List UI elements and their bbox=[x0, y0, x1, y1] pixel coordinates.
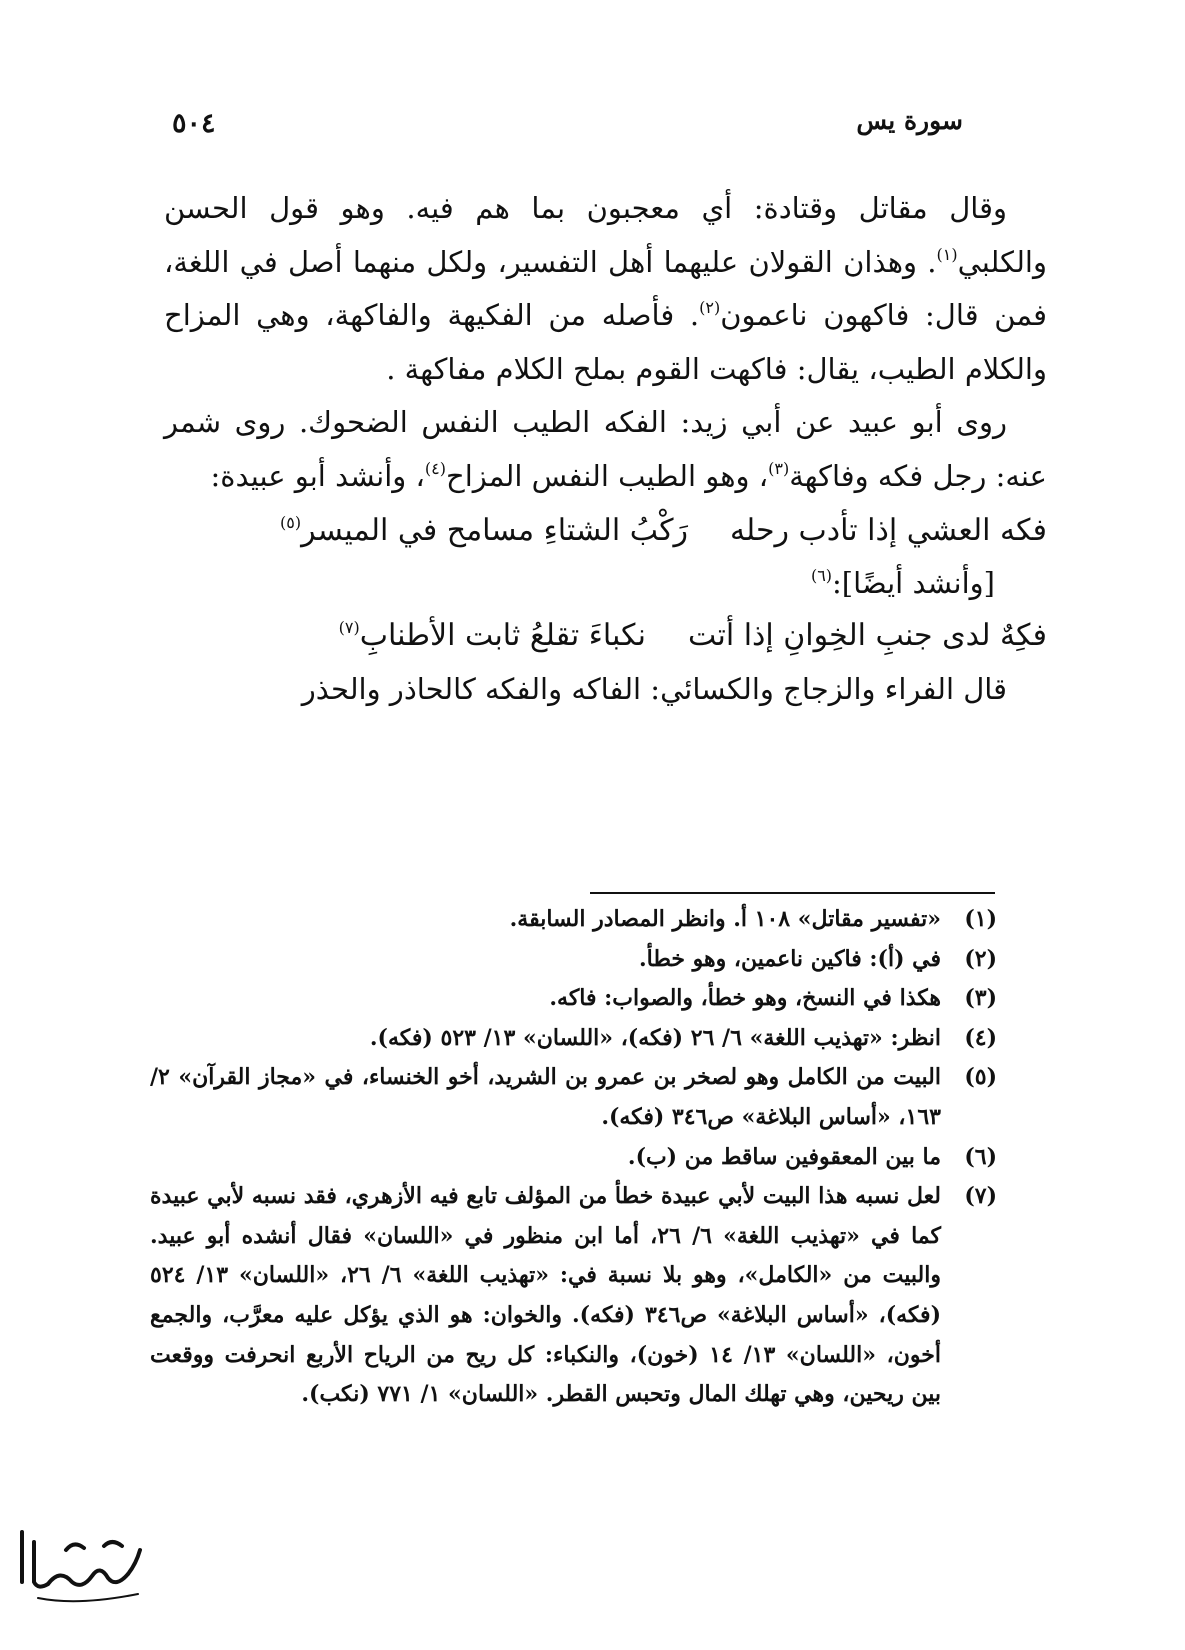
text-run: ، وهو الطيب النفس المزاح bbox=[445, 458, 769, 493]
footnote bbox=[150, 1177, 997, 1415]
main-text bbox=[164, 182, 1047, 717]
footnote-ref: (٢) bbox=[699, 298, 721, 317]
footnote bbox=[150, 979, 997, 1019]
text-run: نكباءَ تقلعُ ثابت الأطنابِ bbox=[359, 618, 647, 653]
text-run: . وهذان القولان عليهما أهل التفسير، ولكل منهما أصل في اللغة، فمن قال: فاكهون ناعمون bbox=[164, 244, 1047, 332]
verse-hemistich: فكه العشي إذا تأدب رحله bbox=[729, 513, 1047, 548]
paragraph-2 bbox=[164, 396, 1047, 503]
verse-hemistich bbox=[280, 503, 688, 558]
footnote-number: (٢) bbox=[964, 945, 997, 972]
text-run: وقال مقاتل وقتادة: أي معجبون بما هم فيه. وهو قول الحسن والكلبي bbox=[164, 191, 1047, 279]
footnote-ref: (٦) bbox=[810, 566, 833, 585]
paragraph-3: قال الفراء والزجاج والكسائي: الفاكه والفكه كالحاذر والحذر bbox=[301, 672, 1007, 706]
verse-intro bbox=[164, 558, 995, 608]
paragraph-1 bbox=[164, 182, 1047, 396]
text-run: روى أبو عبيد عن أبي زيد: الفكه الطيب النفس الضحوك. روى شمر عنه: رجل فكه وفاكهة bbox=[164, 405, 1047, 493]
footnote-text: انظر: «تهذيب اللغة» ٦/ ٢٦ (فكه)، «اللسان» ١٣/ ٥٢٣ (فكه). bbox=[369, 1024, 941, 1051]
page-number: ٥٠٤ bbox=[172, 108, 216, 139]
footnote bbox=[150, 1058, 997, 1137]
footnote bbox=[150, 900, 997, 940]
footnote bbox=[150, 940, 997, 980]
footnote-ref: (١) bbox=[936, 244, 958, 264]
footnote-text: «تفسير مقاتل» ١٠٨ أ. وانظر المصادر السابقة. bbox=[509, 906, 941, 932]
footnote-separator bbox=[590, 892, 995, 894]
footnote-ref: (٧) bbox=[338, 618, 360, 637]
verse-hemistich: فكِهٌ لدى جنبِ الخِوانِ إذا أتت bbox=[688, 618, 1047, 653]
footnote-number: (٧) bbox=[964, 1183, 997, 1210]
text-run: . فأصله من الفكيهة والفاكهة، وهي المزاح والكلام الطيب، يقال: فاكهت القوم بملح الكلام مفاكهة . bbox=[164, 298, 1047, 386]
text-run: [وأنشد أيضًا]: bbox=[832, 566, 995, 600]
footnote-ref: (٤) bbox=[424, 458, 446, 478]
footnote-ref: (٥) bbox=[280, 513, 302, 532]
footnotes bbox=[150, 900, 997, 1415]
footnote-number: (١) bbox=[964, 906, 997, 932]
page-header bbox=[172, 106, 963, 142]
calligraphy-strokes bbox=[22, 1532, 140, 1601]
footnote-number: (٤) bbox=[964, 1024, 997, 1051]
footnote-text: في (أ): فاكين ناعمين، وهو خطأ. bbox=[638, 945, 941, 972]
footnote-number: (٣) bbox=[964, 985, 997, 1012]
footnote-number: (٦) bbox=[964, 1143, 997, 1170]
verse-hemistich bbox=[339, 608, 646, 663]
surah-title: سورة يس bbox=[856, 106, 963, 135]
poetry-verse-2 bbox=[164, 608, 1047, 663]
footnote-number: (٥) bbox=[964, 1064, 997, 1091]
text-run: رَكْبُ الشتاءِ مسامح في الميسر bbox=[301, 513, 688, 548]
footnote-text: البيت من الكامل وهو لصخر بن عمرو بن الشريد، أخو الخنساء، في «مجاز القرآن» ٢/ ١٦٣، «أساس البلاغة» ص٣٤٦ (فكه). bbox=[150, 1064, 941, 1130]
poetry-verse-1 bbox=[164, 503, 1047, 558]
footnote bbox=[150, 1138, 997, 1178]
footnote-ref: (٣) bbox=[768, 458, 790, 478]
footnote-text: لعل نسبه هذا البيت لأبي عبيدة خطأ من المؤلف تابع فيه الأزهري، فقد نسبه لأبي عبيدة كما في «تهذيب اللغة» ٦/ ٢٦، أما ابن منظور في «اللسان» فقال أنشده أبو عبيد. والبيت من «الكامل»، وهو بلا نسبة في: «تهذيب اللغة» ٦/ ٢٦، «اللسان» ١٣/ ٥٢٤ (فكه)، «أساس البلاغة» ص٣٤٦ (فكه). والخوان: هو الذي يؤكل عليه معرَّب، والجمع أخون، «اللسان» ١٣/ ١٤ (خون)، والنكباء: كل ريح من الرياح الأربع انحرفت ووقعت بين ريحين، وهي تهلك المال وتحبس القطر. «اللسان» ١/ ٧٧١ (نكب). bbox=[150, 1183, 941, 1408]
publisher-calligraphy-logo bbox=[8, 1520, 150, 1610]
footnote-text: هكذا في النسخ، وهو خطأ، والصواب: فاكه. bbox=[549, 985, 941, 1012]
text-run: ، وأنشد أبو عبيدة: bbox=[210, 458, 425, 493]
footnote bbox=[150, 1019, 997, 1059]
footnote-text: ما بين المعقوفين ساقط من (ب). bbox=[627, 1143, 941, 1170]
